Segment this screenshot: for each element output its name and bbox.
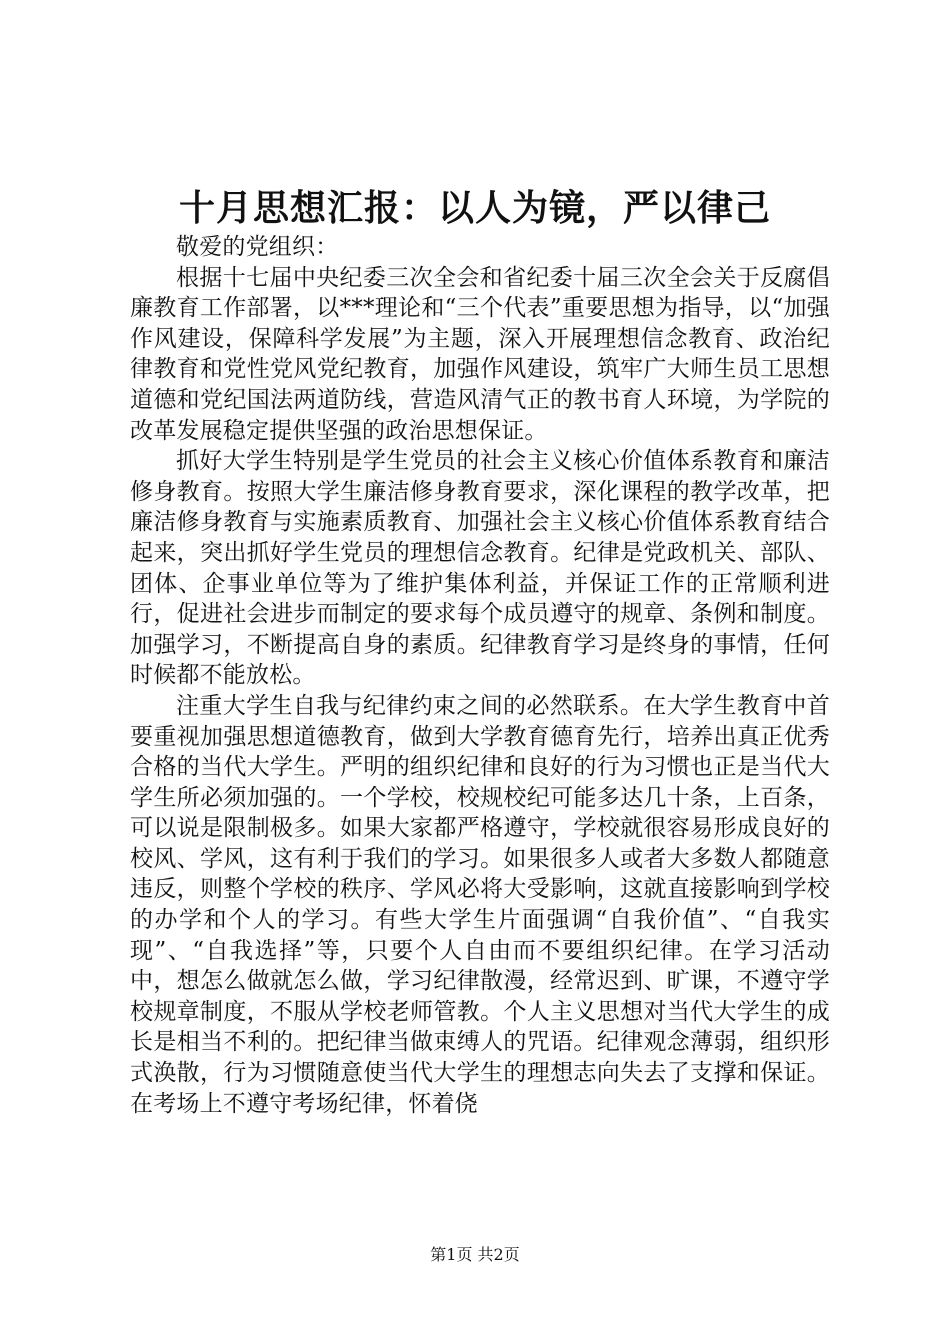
document-title: 十月思想汇报：以人为镜，严以律己 [178, 187, 771, 229]
paragraph: 注重大学生自我与纪律约束之间的必然联系。在大学生教育中首要重视加强思想道德教育，做到大学教育德育先行，培养出真正优秀合格的当代大学生。严明的组织纪律和良好的行为习惯也正是当代大学生所必须加强的。一个学校，校规校纪可能多达几十条，上百条，可以说是限制极多。如果大家都严格遵守，学校就很容易形成良好的校风、学风，这有利于我们的学习。如果很多人或者大多数人都随意违反，则整个学校的秩序、学风必将大受影响，这就直接影响到学校的办学和个人的学习。有些大学生片面强调“自我价值”、“自我实现”、“自我选择”等，只要个人自由而不要组织纪律。在学习活动中，想怎么做就怎么做，学习纪律散漫，经常迟到、旷课，不遵守学校规章制度，不服从学校老师管教。个人主义思想对当代大学生的成长是相当不利的。把纪律当做束缚人的咒语。纪律观念薄弱，组织形式涣散，行为习惯随意使当代大学生的理想志向失去了支撑和保证。在考场上不遵守考场纪律，怀着侥 [130, 692, 830, 1117]
salutation: 敬爱的党组织： [176, 234, 339, 260]
paragraph: 根据十七届中央纪委三次全会和省纪委十届三次全会关于反腐倡廉教育工作部署，以***理论和“三个代表”重要思想为指导，以“加强作风建设，保障科学发展”为主题，深入开展理想信念教育、政治纪律教育和党性党风党纪教育，加强作风建设，筑牢广大师生员工思想道德和党纪国法两道防线，营造风清气正的教书育人环境，为学院的改革发展稳定提供坚强的政治思想保证。 [130, 264, 830, 444]
document-body [130, 232, 830, 1119]
page-footer: 第1页 共2页 [430, 1245, 520, 1264]
paragraph: 抓好大学生特别是学生党员的社会主义核心价值体系教育和廉洁修身教育。按照大学生廉洁修身教育要求，深化课程的教学改革，把廉洁修身教育与实施素质教育、加强社会主义核心价值体系教育结合起来，突出抓好学生党员的理想信念教育。纪律是党政机关、部队、团体、企事业单位等为了维护集体利益，并保证工作的正常顺利进行，促进社会进步而制定的要求每个成员遵守的规章、条例和制度。加强学习，不断提高自身的素质。纪律教育学习是终身的事情，任何时候都不能放松。 [130, 448, 830, 689]
